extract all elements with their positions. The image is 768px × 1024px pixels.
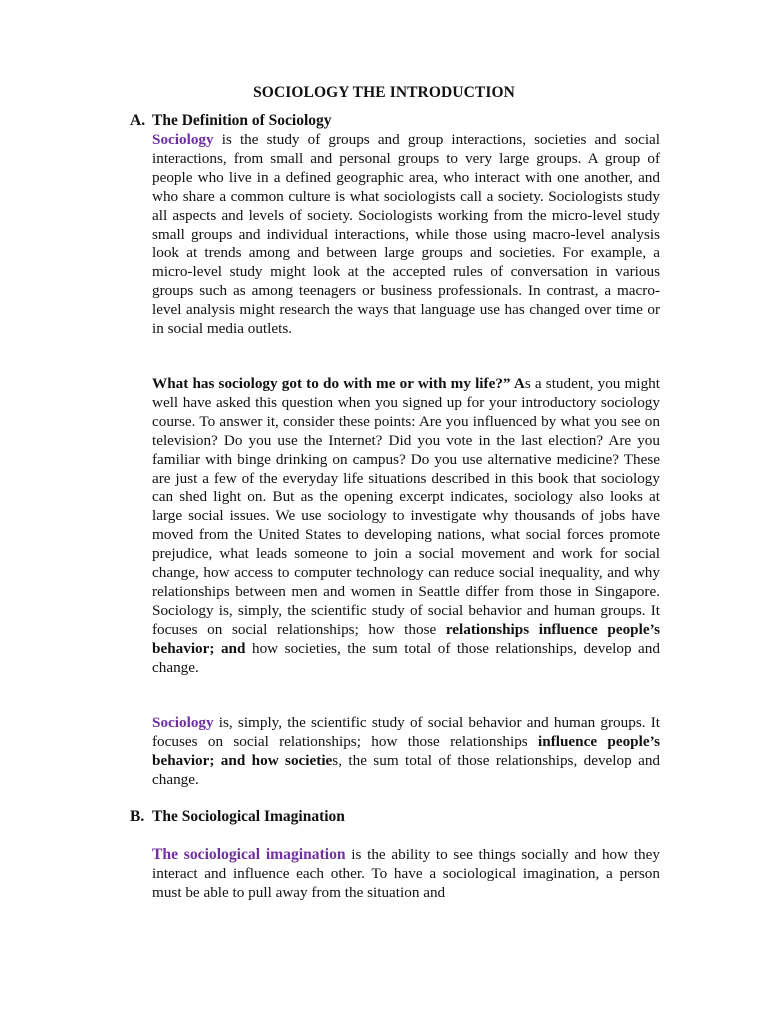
section-a-heading bbox=[130, 112, 332, 130]
definition-text: is the study of groups and group interactions, societies and social interactions, from small and personal groups to very large groups. A group of people who live in a defined geographic area, who interact with one another, and who share a common culture is what sociologists call a society. Sociologists study all aspects and levels of society. Sociologists working from the micro-level study small groups and individual interactions, while those using macro-level analysis look at trends among and between large groups and societies. For example, a micro-level study might look at the accepted rules of conversation in various groups such as among teenagers or business professionals. In contrast, a macro-level analysis might research the ways that language use has changed over time or in social media outlets. bbox=[152, 131, 660, 338]
page-title: SOCIOLOGY THE INTRODUCTION bbox=[253, 84, 515, 101]
imagination-paragraph bbox=[152, 846, 660, 903]
term-sociological-imagination: The sociological imagination bbox=[152, 846, 346, 863]
section-b-number: B. bbox=[130, 808, 145, 825]
relevance-question: What has sociology got to do with me or with my life?” A bbox=[152, 375, 525, 392]
term-sociology: Sociology bbox=[152, 131, 214, 148]
relevance-bold: relationships influence people’s behavior; and bbox=[152, 620, 660, 657]
section-b-title: The Sociological Imagination bbox=[152, 808, 345, 825]
summary-paragraph bbox=[152, 714, 660, 790]
summary-tail: s, the sum total of those relationships, develop and change. bbox=[152, 751, 661, 788]
section-a-number: A. bbox=[130, 112, 146, 129]
imagination-text: is the ability to see things socially and how they interact and influence each other. To have a sociological imagination, a person must be able to pull away from the situation and bbox=[152, 846, 660, 901]
definition-paragraph bbox=[152, 131, 660, 339]
relevance-tail: how societies, the sum total of those relationships, develop and change. bbox=[152, 639, 660, 676]
relevance-text: s a student, you might well have asked this question when you signed up for your introductory sociology course. To answer it, consider these points: Are you influenced by what you see on television? Do you use the Internet? Did you vote in the last election? Are you familiar with binge drinking on campus? Do you use alternative medicine? These are just a few of the everyday life situations described in this book that sociology can shed light on. But as the opening excerpt indicates, sociology also looks at large social issues. We use sociology to investigate why thousands of jobs have moved from the United States to developing nations, what social forces promote prejudice, what leads someone to join a social movement and work for social change, how access to computer technology can reduce social inequality, and why relationships between men and women in Seattle differ from those in Singapore. Sociology is, simply, the scientific study of social behavior and human groups. It focuses on social relationships; how those bbox=[152, 375, 660, 638]
section-b-heading bbox=[130, 808, 345, 826]
relevance-paragraph bbox=[152, 375, 660, 678]
summary-bold: influence people’s behavior; and how societie bbox=[152, 732, 660, 769]
summary-text: is, simply, the scientific study of social behavior and human groups. It focuses on social relationships; how those relationships bbox=[152, 714, 660, 750]
term-sociology-2: Sociology bbox=[152, 714, 214, 731]
section-a-title: The Definition of Sociology bbox=[152, 112, 332, 129]
